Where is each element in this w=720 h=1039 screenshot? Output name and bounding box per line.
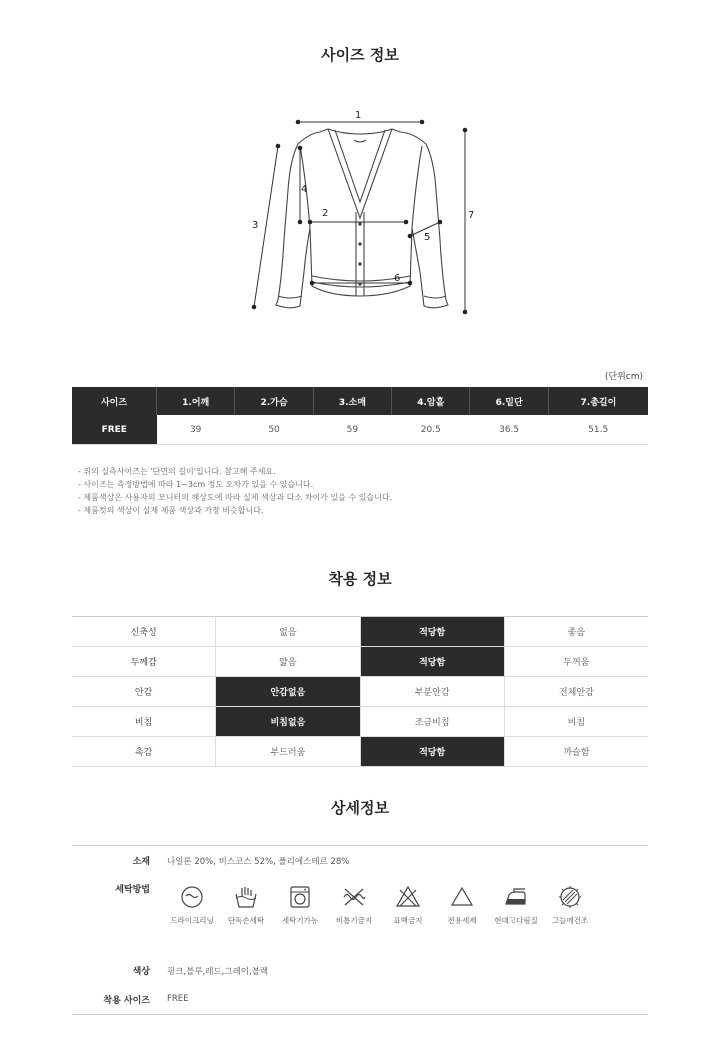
dry-clean-icon [179,884,205,910]
detail-panel [72,845,648,1015]
table-row [72,415,648,445]
measure-label-5: 5 [424,232,431,243]
note-4: - 제품컷의 색상이 실제 제품 색상과 가장 비슷합니다. [78,506,264,515]
care-item [275,884,325,926]
care-label: 단독손세탁 [227,916,265,925]
care-item [437,884,487,926]
measure-label-7: 7 [468,210,475,221]
no-bleach-icon [395,884,421,910]
care-label: 전용세제 [447,916,477,925]
header-hem: 6.밑단 [470,387,548,415]
shoulder-value: 39 [157,415,235,445]
care-item [329,884,379,926]
fit-option-selected: 비침없음 [216,707,360,737]
care-item [545,884,595,926]
care-label: 그늘에건조 [551,916,589,925]
fit-row-label: 두께감 [72,647,216,677]
header-size: 사이즈 [72,387,157,415]
fit-option: 부분안감 [360,677,504,707]
fit-option-selected: 적당함 [360,647,504,677]
care-label: 현대고다림질 [494,916,538,925]
fit-option-selected: 적당함 [360,737,504,767]
fit-option: 두꺼움 [504,647,648,677]
header-shoulder: 1.어깨 [157,387,235,415]
cardigan-diagram [240,100,500,330]
care-item [383,884,433,926]
measure-label-6: 6 [394,273,401,284]
size-notes [78,465,392,517]
color-value: 핑크,블루,레드,그레이,블랙 [167,967,269,977]
fit-row-label: 신축성 [72,617,216,647]
fit-row-texture [72,737,648,767]
fit-option: 얇음 [216,647,360,677]
note-1: - 위의 실측사이즈는 '단면의 길이'입니다. 참고해 주세요. [78,467,276,476]
fit-row-label: 촉감 [72,737,216,767]
size-info-title: 사이즈 정보 [321,46,399,64]
sleeve-value: 59 [313,415,391,445]
wash-label: 세탁방법 [115,885,150,895]
material-value: 나일론 20%, 비스코스 52%, 폴리에스테르 28% [167,857,350,867]
fit-option: 전체안감 [504,677,648,707]
fit-info-title: 착용 정보 [328,570,392,588]
material-label: 소재 [132,857,150,867]
fit-option: 비침 [504,707,648,737]
care-item [491,884,541,926]
header-armhole: 4.암홀 [392,387,470,415]
fit-option-selected: 안감없음 [216,677,360,707]
no-wring-icon [341,884,367,910]
fit-row-sheerness [72,707,648,737]
measure-label-2: 2 [322,208,329,219]
care-label: 표백금지 [393,916,423,925]
size-cell: FREE [72,415,157,445]
iron-icon [503,884,529,910]
fit-option: 까슬함 [504,737,648,767]
shade-dry-icon [557,884,583,910]
note-2: - 사이즈는 측정방법에 따라 1~3cm 정도 오차가 있을 수 있습니다. [78,480,314,489]
color-label: 색상 [132,967,150,977]
chest-value: 50 [235,415,313,445]
header-length: 7.총길이 [548,387,648,415]
detergent-icon [449,884,475,910]
fit-row-thickness [72,647,648,677]
fit-option: 좋음 [504,617,648,647]
size-table-header [72,387,648,415]
header-chest: 2.가슴 [235,387,313,415]
fit-row-label: 안감 [72,677,216,707]
unit-label: (단위cm) [604,372,643,382]
measure-label-4: 4 [301,184,308,195]
fit-row-lining [72,677,648,707]
fit-option: 조금비침 [360,707,504,737]
measure-label-3: 3 [252,220,259,231]
measure-label-1: 1 [355,110,362,121]
hand-wash-icon [233,884,259,910]
fit-size-label: 착용 사이즈 [103,996,150,1006]
armhole-value: 20.5 [392,415,470,445]
washing-machine-icon [287,884,313,910]
fit-table [72,616,648,767]
fit-option-selected: 적당함 [360,617,504,647]
detail-info-title: 상세정보 [331,799,389,817]
fit-row-stretch [72,617,648,647]
note-3: - 제품색상은 사용자의 모니터의 해상도에 따라 실제 색상과 다소 차이가 있을 수 있습니다. [78,493,393,502]
fit-option: 없음 [216,617,360,647]
length-value: 51.5 [548,415,648,445]
fit-row-label: 비침 [72,707,216,737]
size-table [72,387,648,445]
header-sleeve: 3.소매 [313,387,391,415]
care-item [167,884,217,926]
hem-value: 36.5 [470,415,548,445]
care-item [221,884,271,926]
care-label: 세탁기가능 [281,916,319,925]
care-label: 드라이크리닝 [170,916,214,925]
care-label: 비틀기금지 [335,916,373,925]
fit-size-value: FREE [167,994,189,1004]
fit-option: 부드러움 [216,737,360,767]
